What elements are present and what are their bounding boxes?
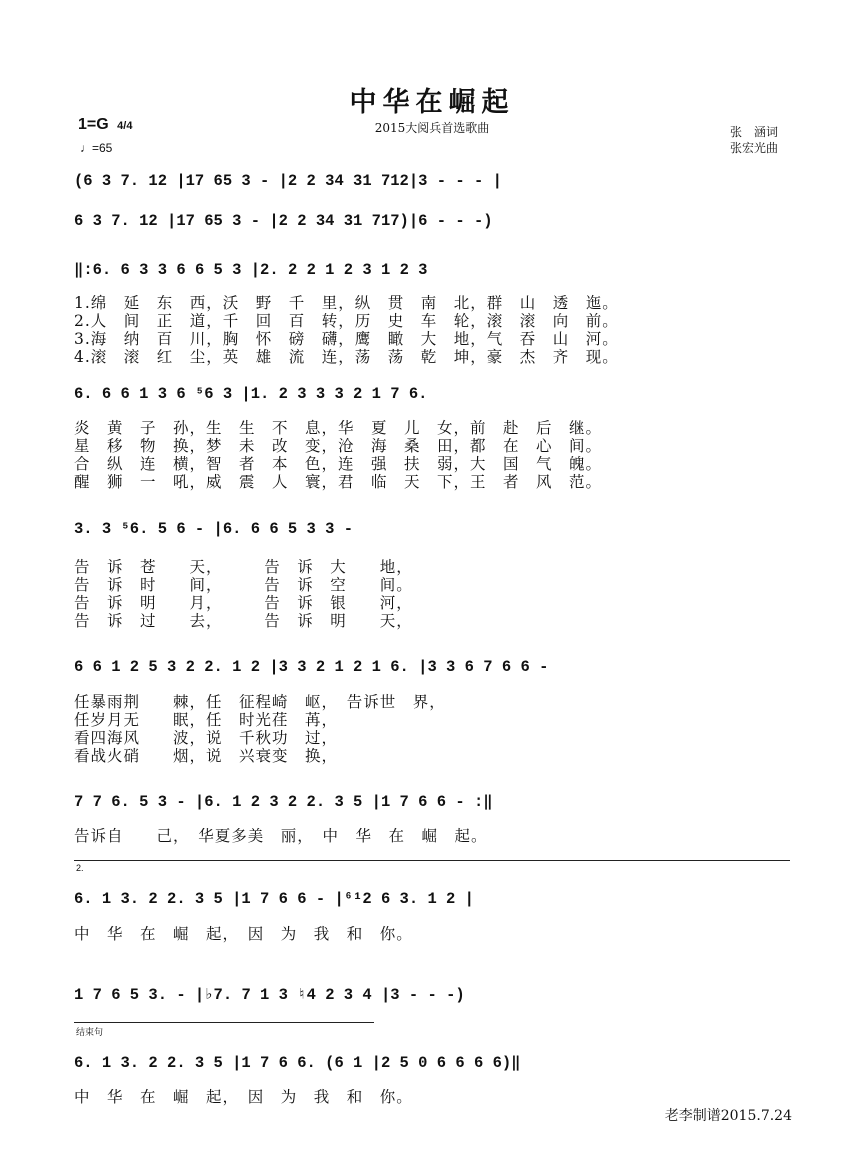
notes-row: 6. 6 6 1 3 6 ⁵6 3 |1. 2 3 3 3 2 1 7 6. bbox=[74, 385, 428, 403]
lyric-line: 告 诉 明 月， 告 诉 银 河， bbox=[74, 594, 413, 612]
lyric-line: 告 诉 过 去， 告 诉 明 天， bbox=[74, 612, 413, 630]
tempo-mark: ♩=65 bbox=[80, 141, 113, 155]
lyric-line: 中 华 在 崛 起， 因 为 我 和 你。 bbox=[74, 1088, 413, 1106]
notes-row: 6 6 1 2 5 3 2 2. 1 2 |3 3 2 1 2 1 6. |3 3 6 7 6 6 - bbox=[74, 658, 549, 676]
lyric-line: 告 诉 苍 天， 告 诉 大 地， bbox=[74, 558, 413, 576]
lyric-line: 星 移 物 换，梦 未 改 变，沧 海 桑 田，都 在 心 间。 bbox=[74, 437, 603, 455]
lyric-line: 4.滚 滚 红 尘，英 雄 流 连，荡 荡 乾 坤，豪 杰 齐 现。 bbox=[74, 348, 619, 366]
time-signature: 4/4 bbox=[117, 120, 133, 132]
lyric-line: 看四海风 波，说 千秋功 过， bbox=[74, 729, 339, 747]
volta-bracket bbox=[74, 860, 790, 861]
footer-credit: 老李制谱2015.7.24 bbox=[664, 1108, 792, 1124]
lyric-line: 合 纵 连 横，智 者 本 色，连 强 扶 弱，大 国 气 魄。 bbox=[74, 455, 603, 473]
composer-credit: 张宏光曲 bbox=[730, 141, 779, 155]
page-subtitle: 2015大阅兵首选歌曲 bbox=[374, 121, 490, 135]
lyric-line: 醒 狮 一 吼，威 震 人 寰，君 临 天 下，王 者 风 范。 bbox=[74, 473, 603, 491]
lyric-line: 1.绵 延 东 西，沃 野 千 里，纵 贯 南 北，群 山 透 迤。 bbox=[74, 294, 619, 312]
volta-label: 2. bbox=[76, 863, 84, 873]
lyric-line: 看战火硝 烟，说 兴衰变 换， bbox=[74, 747, 339, 765]
lyric-line: 炎 黄 子 孙，生 生 不 息，华 夏 儿 女，前 赴 后 继。 bbox=[74, 419, 603, 437]
lyricist-credit: 张 涵词 bbox=[730, 125, 779, 139]
notes-row: 7 7 6. 5 3 - |6. 1 2 3 2 2. 3 5 |1 7 6 6 - :‖ bbox=[74, 793, 493, 811]
notes-row: 1 7 6 5 3. - |♭7. 7 1 3 ♮4 2 3 4 |3 - - -) bbox=[74, 986, 465, 1004]
page-title: 中华在崛起 bbox=[349, 87, 515, 118]
lyric-line: 任暴雨荆 棘，任 征程崎 岖， 告诉世 界， bbox=[74, 693, 446, 711]
lyric-line: 2.人 间 正 道，千 回 百 转，历 史 车 轮，滚 滚 向 前。 bbox=[74, 312, 619, 330]
lyric-line: 告 诉 时 间， 告 诉 空 间。 bbox=[74, 576, 413, 594]
lyric-line: 告诉自 己， 华夏多美 丽， 中 华 在 崛 起。 bbox=[74, 827, 488, 845]
notes-row: ‖:6. 6 3 3 6 6 5 3 |2. 2 2 1 2 3 1 2 3 bbox=[74, 261, 428, 279]
ending-label: 结束句 bbox=[76, 1027, 104, 1037]
notes-row: 6. 1 3. 2 2. 3 5 |1 7 6 6. (6 1 |2 5 0 6 6 6 6)‖ bbox=[74, 1054, 521, 1072]
notes-row: (6 3 7. 12 |17 65 3 - |2 2 34 31 712|3 - - - | bbox=[74, 172, 502, 190]
notes-row: 6. 1 3. 2 2. 3 5 |1 7 6 6 - |⁶¹2 6 3. 1 2 | bbox=[74, 890, 474, 908]
lyric-line: 3.海 纳 百 川，胸 怀 磅 礴，鹰 瞰 大 地，气 吞 山 河。 bbox=[74, 330, 619, 348]
key-label: 1=G bbox=[78, 116, 109, 133]
lyric-line: 中 华 在 崛 起， 因 为 我 和 你。 bbox=[74, 925, 413, 943]
lyric-line: 任岁月无 眠，任 时光荏 苒， bbox=[74, 711, 339, 729]
ending-bracket bbox=[74, 1022, 374, 1023]
key-signature bbox=[78, 116, 132, 134]
notes-row: 3. 3 ⁵6. 5 6 - |6. 6 6 5 3 3 - bbox=[74, 520, 354, 538]
notes-row: 6 3 7. 12 |17 65 3 - |2 2 34 31 717)|6 - - -) bbox=[74, 212, 493, 230]
